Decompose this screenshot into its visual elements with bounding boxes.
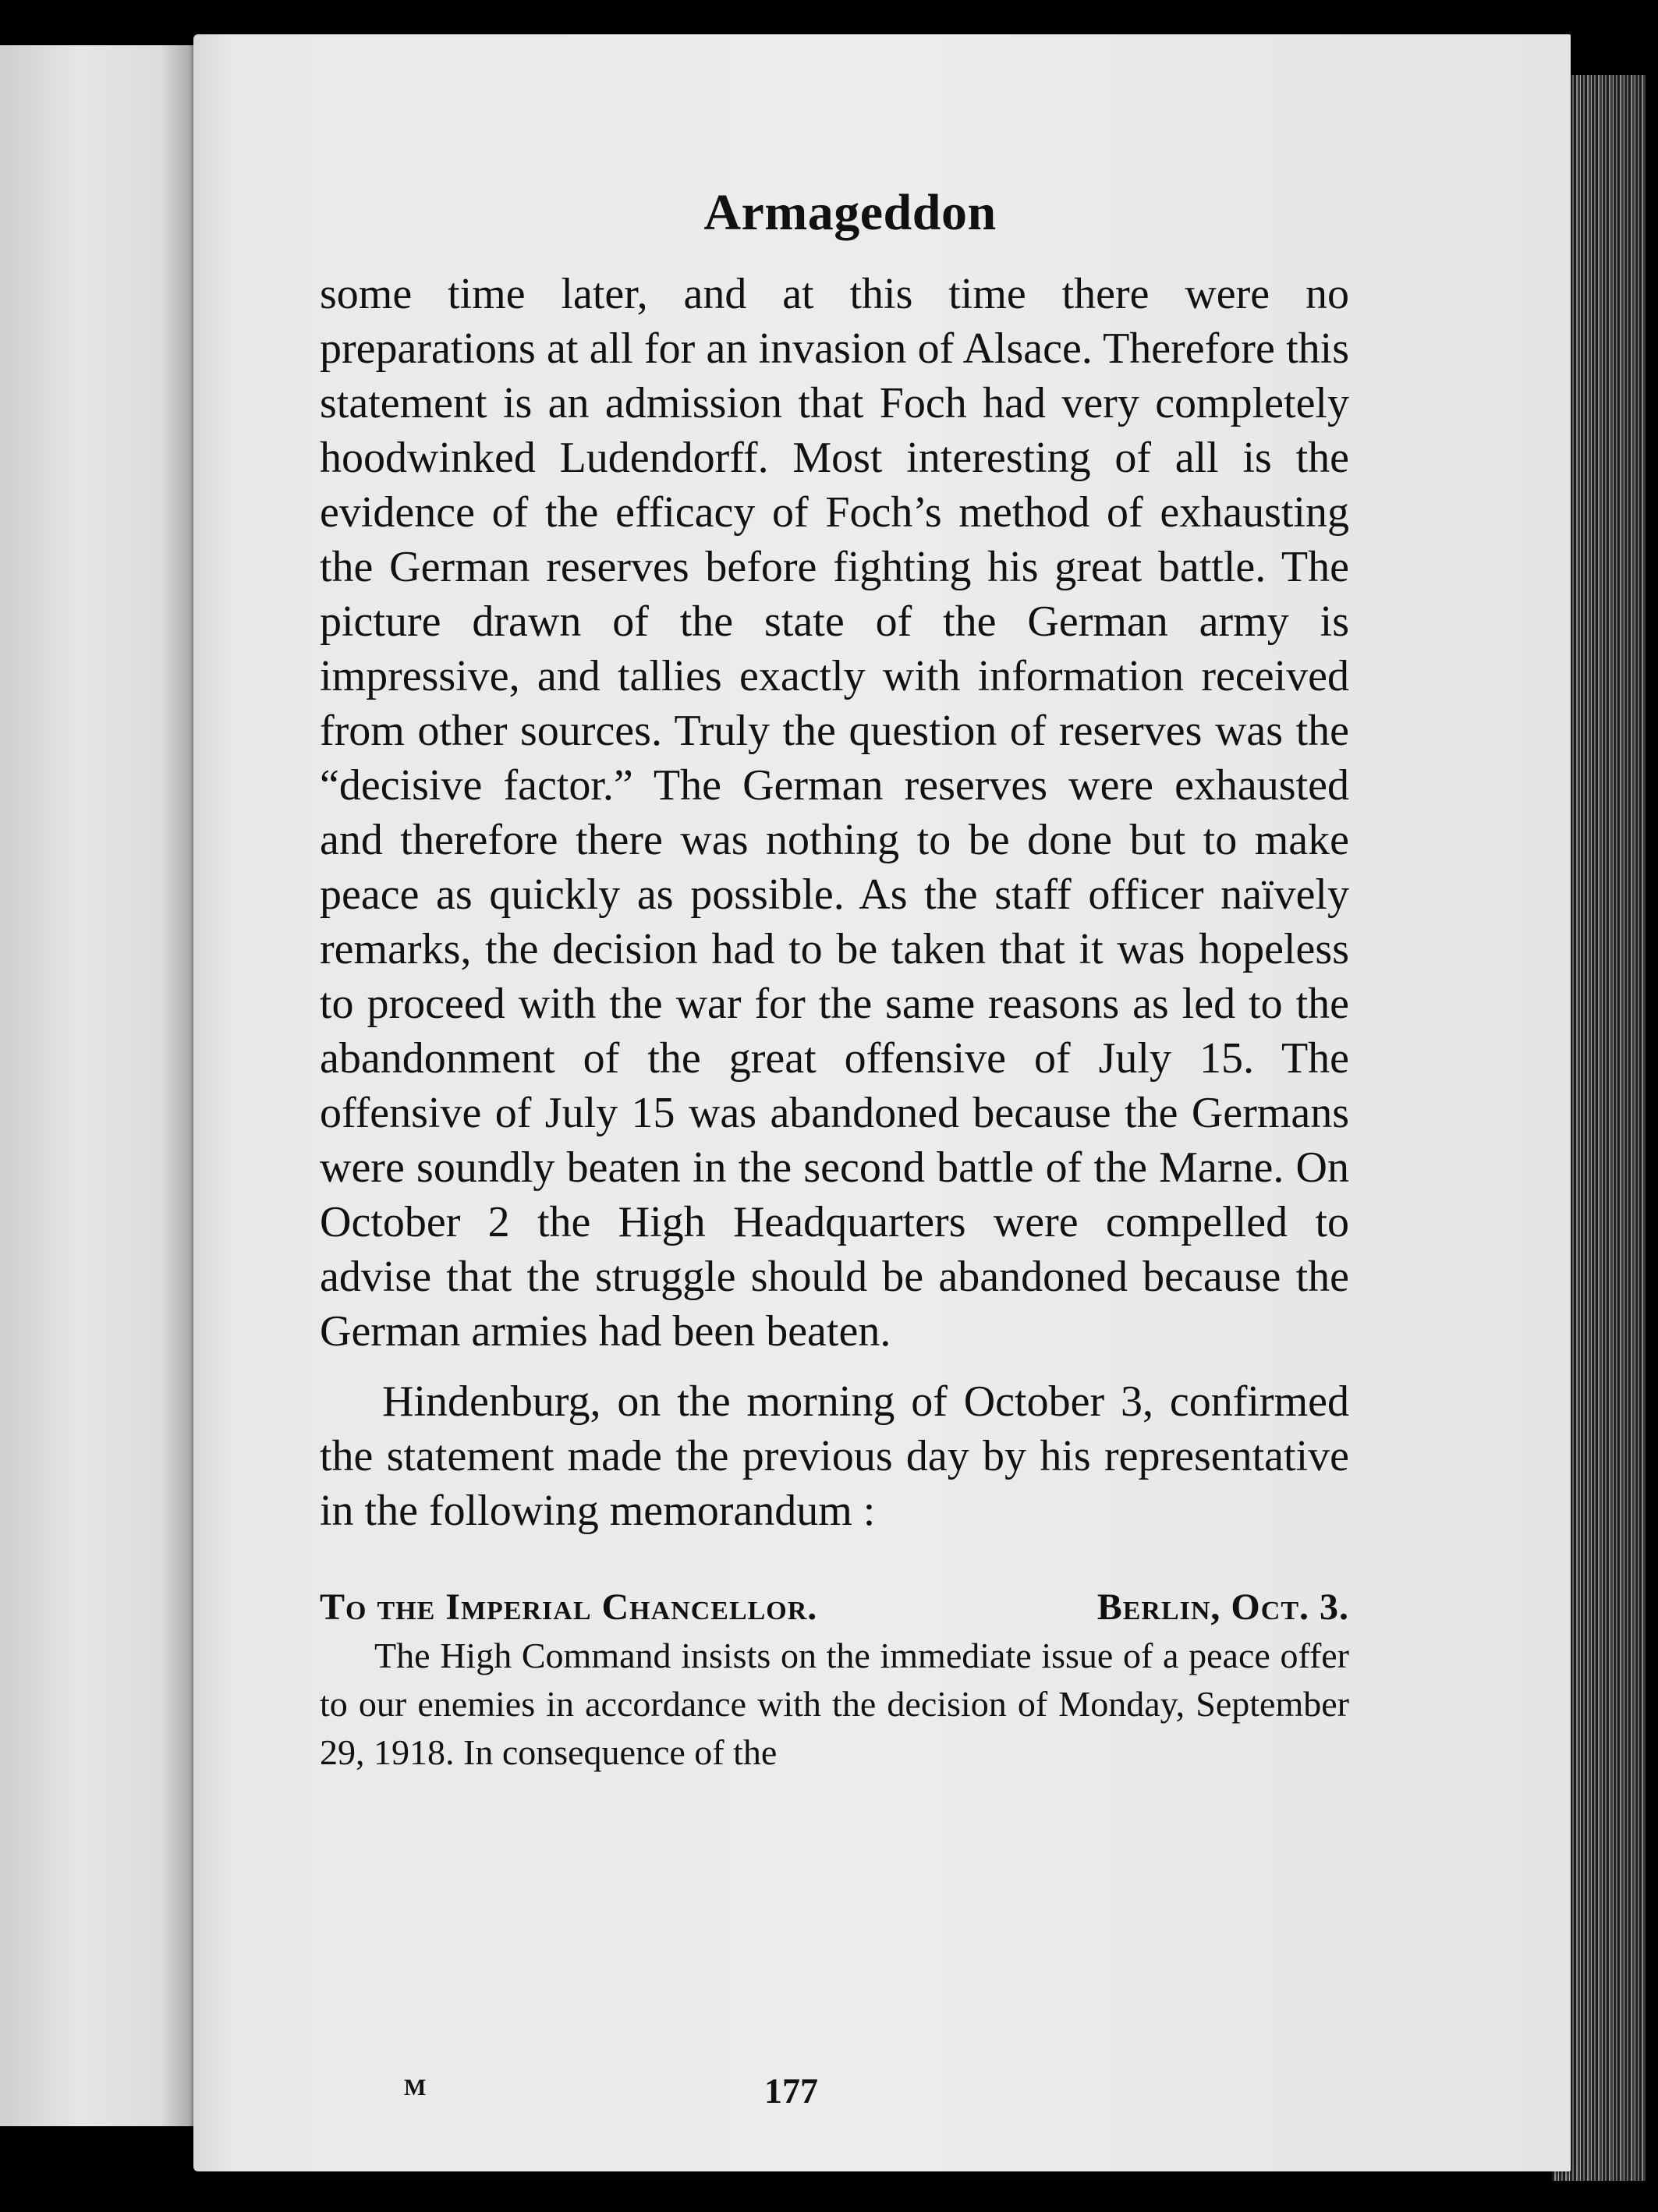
page-number: 177 bbox=[764, 2071, 818, 2111]
paragraph-1: some time later, and at this time there were no preparations at all for an invasion of Alsace. Therefore this statement is an admission that Foch had very completely hoodwinked Ludendorff. Most interesting of all is the evidence of the efficacy of Foch’s method of exhausting the German reserves before fighting his great battle. The picture drawn of the state of the German army is impressive, and tallies exactly with information received from other sources. Truly the question of reserves was the “decisive factor.” The German reserves were exhausted and therefore there was nothing to be done but to make peace as quickly as possible. As the staff officer naïvely remarks, the decision had to be taken that it was hopeless to proceed with the war for the same reasons as led to the abandonment of the great offensive of July 15. The offensive of July 15 was abandoned because the Germans were soundly beaten in the second battle of the Marne. On October 2 the High Headquarters were compelled to advise that the struggle should be abandoned because the German armies had been beaten. bbox=[320, 270, 1349, 1356]
signature-mark: M bbox=[404, 2075, 427, 2100]
page-content bbox=[320, 184, 1349, 2111]
running-head: Armageddon bbox=[703, 184, 997, 241]
paragraph-2: Hindenburg, on the morning of October 3, confirmed the statement made the previous day by his representative in the following memorandum : bbox=[320, 1377, 1349, 1535]
facing-page-edge bbox=[0, 45, 201, 2126]
memo-addressee: To the Imperial Chancellor. bbox=[320, 1586, 818, 1628]
page-footer bbox=[320, 2070, 1349, 2125]
memo-text: The High Command insists on the immediate issue of a peace offer to our enemies in accordance with the decision of Monday, September 29, 1918. In consequence of the bbox=[320, 1636, 1349, 1772]
memo-header bbox=[320, 1583, 1349, 1632]
memo-dateline: Berlin, Oct. 3. bbox=[1096, 1586, 1349, 1628]
memorandum bbox=[320, 1583, 1349, 1777]
